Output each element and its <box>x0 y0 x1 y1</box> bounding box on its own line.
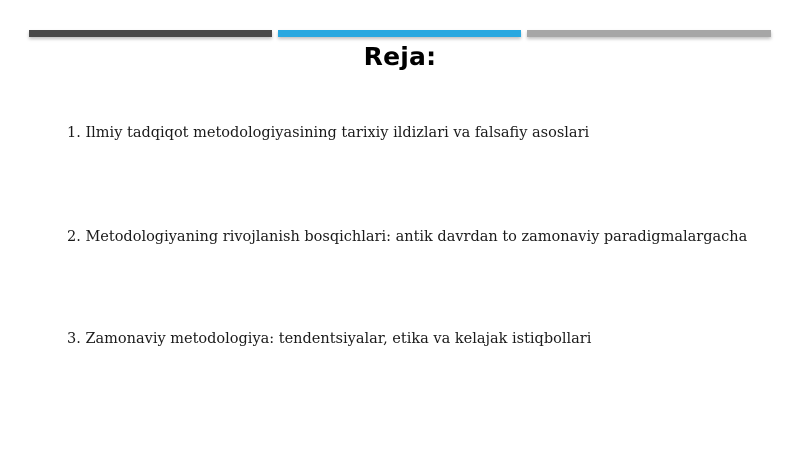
header-accent-bars <box>29 30 771 38</box>
accent-bar-gray <box>527 30 771 37</box>
plan-item-2: 2. Metodologiyaning rivojlanish bosqichlari: antik davrdan to zamonaviy paradigmalargacha <box>67 229 748 245</box>
plan-item-3: 3. Zamonaviy metodologiya: tendentsiyalar, etika va kelajak istiqbollari <box>67 331 592 347</box>
accent-bar-blue <box>278 30 521 37</box>
accent-bar-dark <box>29 30 272 37</box>
slide-title: Reja: <box>363 42 437 71</box>
plan-item-1: 1. Ilmiy tadqiqot metodologiyasining tarixiy ildizlari va falsafiy asoslari <box>67 125 590 141</box>
